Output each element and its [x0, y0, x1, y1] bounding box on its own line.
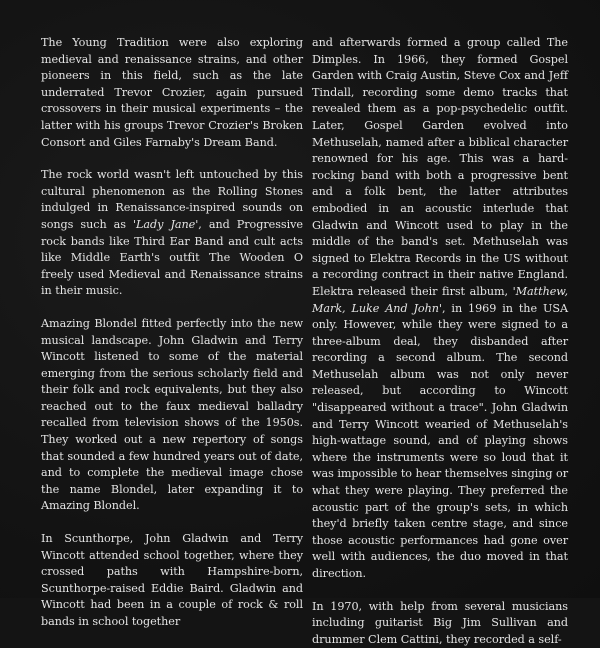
paragraph: In Scunthorpe, John Gladwin and Terry Wincott attended school together, where they crossed paths with Hampshire-born, Scunthorpe-raised Eddie Baird. Gladwin and Wincott had been in a couple of rock & roll bands in school together	[41, 532, 303, 628]
text-run: and afterwards formed a group called The Dimples. In 1966, they formed Gospel Garden with Craig Austin, Steve Cox and Jeff Tindall, recording some demo tracks that revealed them as a pop-psychedelic outfit. Later, Gospel Garden evolved into Methuselah, named after a biblical character renowned for his age. This was a hard-rocking band with both a progressive bent and a folk bent, the latter attributes embodied in an acoustic interlude that Gladwin and Wincott used to play in the middle of the band's set. Methuselah was signed to Elektra Records in the US without a recording contract in their native England. Elektra released their first album,	[312, 36, 568, 298]
paragraph: The Young Tradition were also exploring medieval and renaissance strains, and other pioneers in this field, such as the late underrated Trevor Crozier, again pursued crossovers in their musical experiments – the latter with his groups Trevor Crozier's Broken Consort and Giles Farnaby's Dream Band.	[41, 36, 303, 149]
text-run: , and Progressive rock bands like Third Ear Band and cult acts like Middle Earth's outfit The Wooden O freely used Medieval and Renaissance strains in their music.	[41, 217, 303, 298]
text-run: The rock world wasn't left untouched by this cultural phenomenon as the Rolling Stones indulged in Renaissance-inspired sounds on songs such as	[41, 168, 303, 231]
text-run: , in 1969 in the USA only. However, while they were signed to a three-album deal, they disbanded after recording a second album. The second Methuselah album was not only never released, but according to Wincott "disappeared without a trace". John Gladwin and Terry Wincott wearied of Methuselah's high-wattage sound, and of playing shows where the instruments were so loud that it was impossible to hear themselves singing or what they were playing. They preferred the acoustic part of the group's sets, in which they'd briefly taken centre stage, and since those acoustic performances had gone over well with audiences, the duo moved in that direction.	[312, 301, 568, 580]
paragraph: Amazing Blondel fitted perfectly into the new musical landscape. John Gladwin and Terry Wincott listened to some of the material emerging from the serious scholarly field and their folk and rock equivalents, but they also reached out to the faux medieval balladry recalled from television shows of the 1950s. They worked out a new repertory of songs that sounded a few hundred years out of date, and to complete the medieval image chose the name Blondel, later expanding it to Amazing Blondel.	[41, 316, 303, 513]
paragraph: In 1970, with help from several musicians including guitarist Big Jim Sullivan and drummer Clem Cattini, they recorded a self-	[312, 599, 568, 646]
left-column	[41, 35, 303, 631]
right-column	[312, 35, 568, 648]
song-title: 'Lady Jane'	[133, 217, 199, 231]
album-title: 'Matthew, Mark, Luke And John'	[312, 284, 568, 315]
paragraph	[312, 35, 568, 583]
paragraph	[41, 167, 303, 300]
